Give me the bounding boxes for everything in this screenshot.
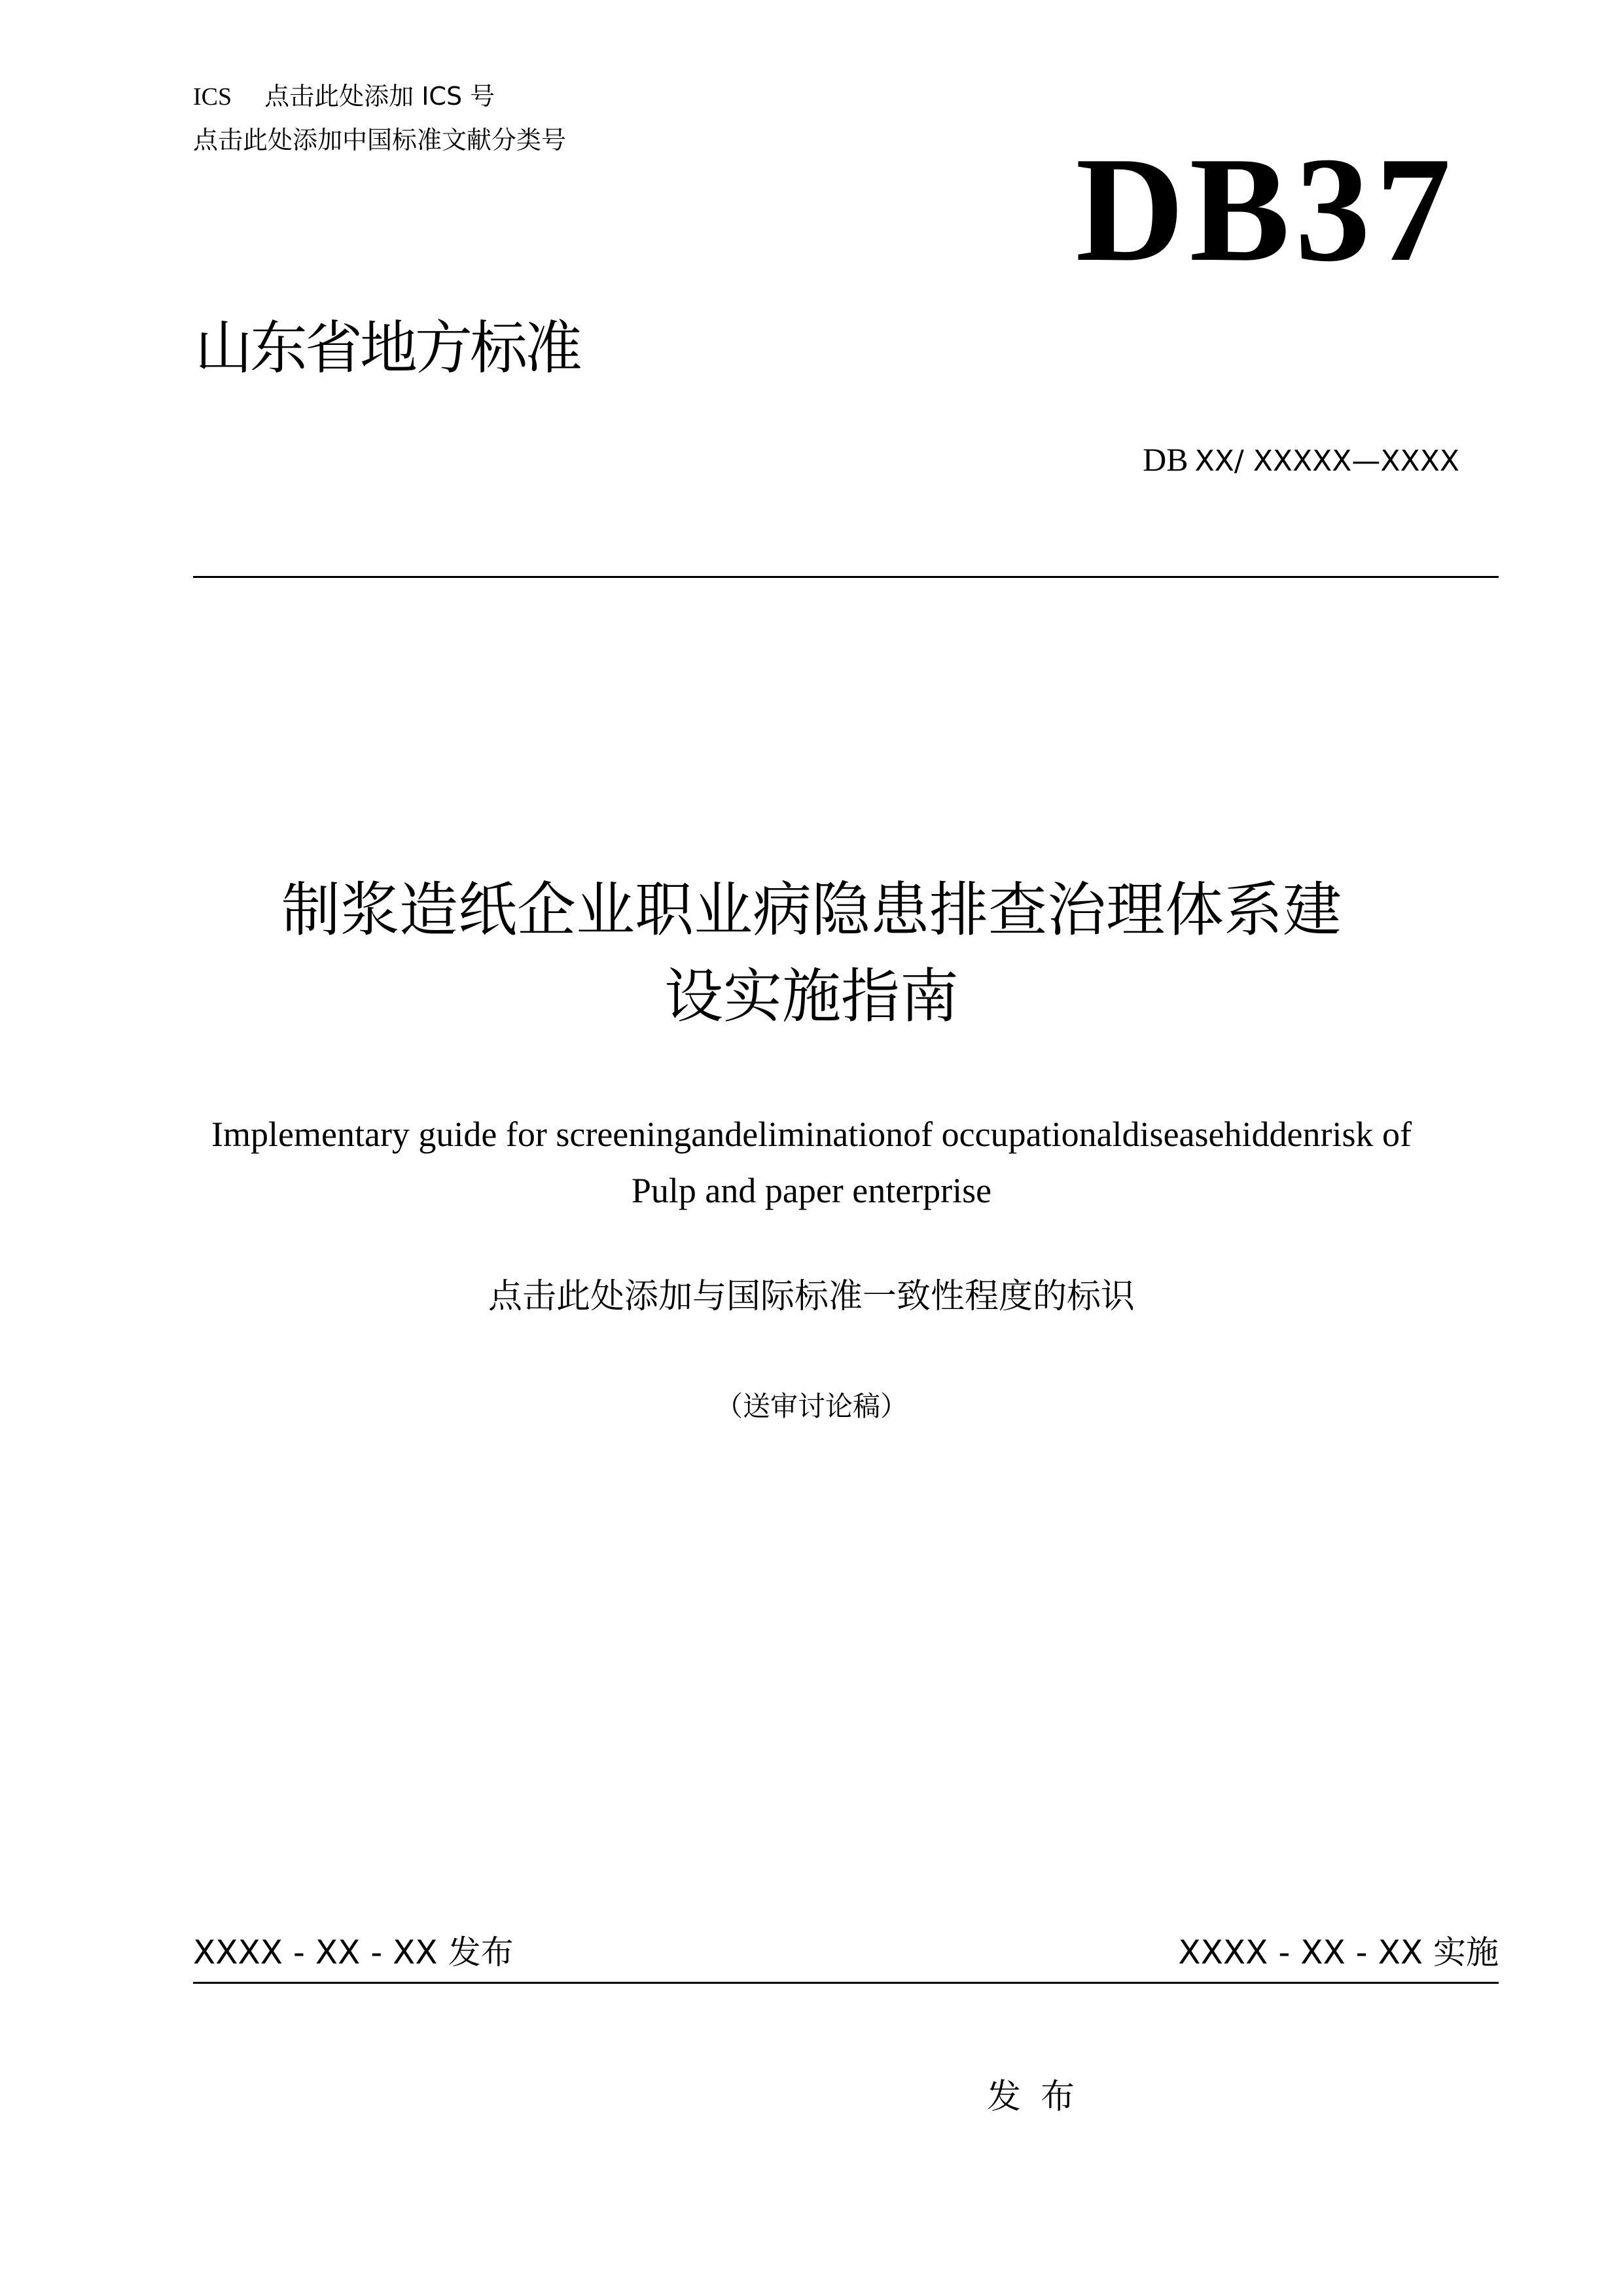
standard-number-prefix: DB bbox=[1143, 441, 1188, 478]
ics-line bbox=[193, 84, 495, 109]
title-chinese[interactable] bbox=[0, 867, 1623, 1040]
title-english[interactable] bbox=[0, 1106, 1623, 1219]
draft-status: （送审讨论稿） bbox=[715, 1390, 908, 1422]
title-chinese-line-1: 制浆造纸企业职业病隐患排查治理体系建 bbox=[281, 876, 1342, 944]
standard-number-rest[interactable]: XX/ XXXXX—XXXX bbox=[1194, 444, 1459, 478]
top-divider bbox=[193, 576, 1499, 578]
publish-date[interactable]: XXXX - XX - XX 发布 bbox=[193, 1933, 514, 1971]
bottom-divider bbox=[193, 1982, 1499, 1984]
ics-label: ICS bbox=[193, 83, 232, 111]
title-english-line-2: Pulp and paper enterprise bbox=[631, 1171, 992, 1210]
ics-placeholder[interactable]: 点击此处添加 ICS 号 bbox=[264, 82, 495, 111]
db-code: DB37 bbox=[1075, 126, 1456, 293]
effective-date[interactable]: XXXX - XX - XX 实施 bbox=[1178, 1933, 1499, 1971]
ccs-placeholder[interactable]: 点击此处添加中国标准文献分类号 bbox=[193, 126, 567, 154]
standard-number bbox=[1143, 443, 1459, 476]
conformity-placeholder[interactable]: 点击此处添加与国际标准一致性程度的标识 bbox=[488, 1277, 1135, 1316]
title-chinese-line-2: 设实施指南 bbox=[664, 962, 959, 1031]
title-english-line-1: Implementary guide for screeningandeliminationof occupationaldiseasehiddenrisk of bbox=[211, 1115, 1412, 1154]
standard-type: 山东省地方标准 bbox=[195, 314, 580, 382]
issuer-label: 发布 bbox=[987, 2077, 1095, 2117]
